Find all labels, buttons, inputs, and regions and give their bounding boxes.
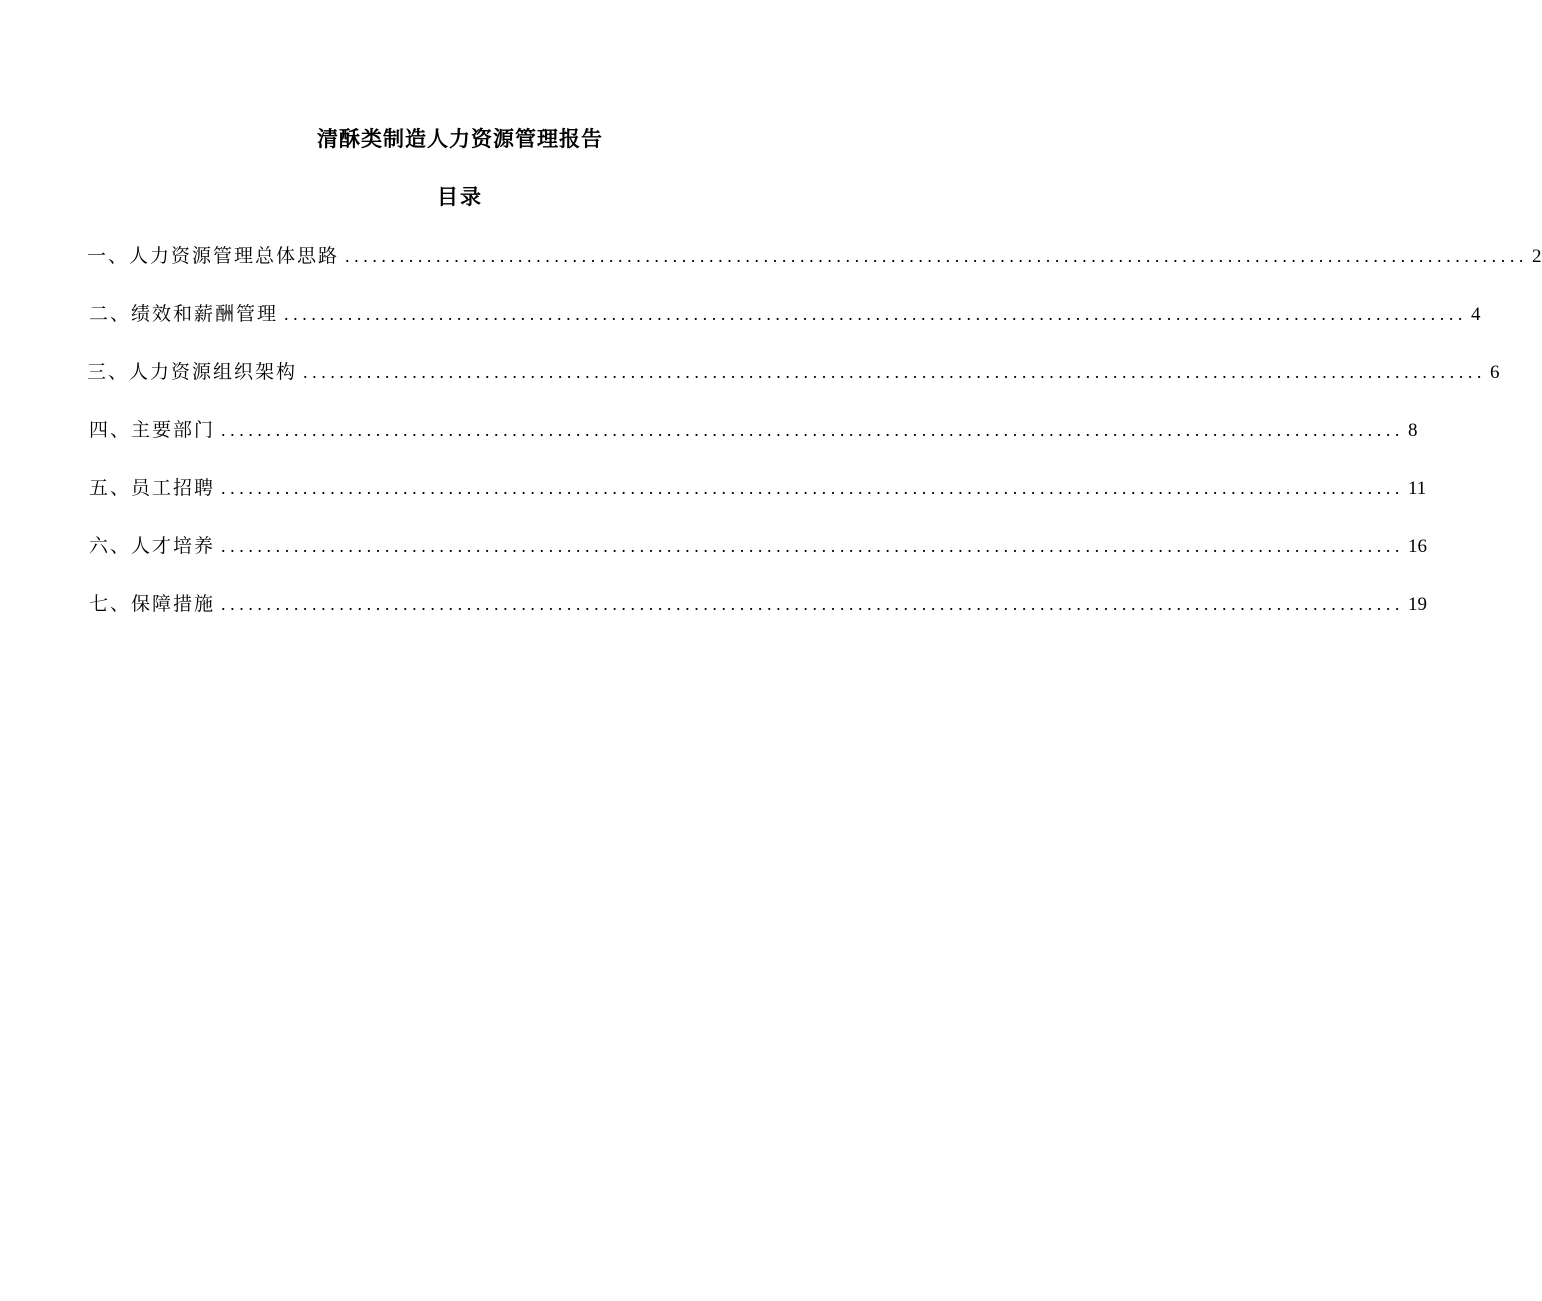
toc-dot-leader: .................................................................................................................................. <box>221 478 1405 498</box>
toc-heading: 目录 <box>437 185 483 209</box>
toc-entry-label: 六、人才培养 <box>89 535 216 557</box>
toc-dot-leader: .................................................................................................................................. <box>221 536 1405 556</box>
toc-dot-leader: .................................................................................................................................. <box>284 304 1468 324</box>
toc-entry-label: 一、人力资源管理总体思路 <box>87 245 340 267</box>
toc-page-number: 8 <box>1408 420 1418 441</box>
toc-entry-org-structure[interactable] <box>87 357 1500 415</box>
toc-entry-label: 二、绩效和薪酬管理 <box>89 303 279 325</box>
toc-dot-leader: .................................................................................................................................. <box>345 246 1529 266</box>
toc-entry-safeguard-measures[interactable] <box>87 589 1428 647</box>
toc-page-number: 11 <box>1408 478 1427 499</box>
toc-entry-talent-development[interactable] <box>87 531 1428 589</box>
toc-dot-leader: .................................................................................................................................. <box>221 420 1405 440</box>
toc-entry-main-departments[interactable] <box>87 415 1418 473</box>
document-title: 清酥类制造人力资源管理报告 <box>317 127 603 151</box>
toc-page-number: 4 <box>1471 304 1481 325</box>
toc-entry-label: 七、保障措施 <box>89 593 216 615</box>
toc-dot-leader: .................................................................................................................................. <box>303 362 1487 382</box>
toc-page-number: 6 <box>1490 362 1500 383</box>
toc-page-number: 2 <box>1532 246 1542 267</box>
toc-entry-label: 四、主要部门 <box>89 419 216 441</box>
toc-dot-leader: .................................................................................................................................. <box>221 594 1405 614</box>
toc-page-number: 19 <box>1408 594 1428 615</box>
toc-entry-label: 三、人力资源组织架构 <box>87 361 298 383</box>
toc-entry-label: 五、员工招聘 <box>89 477 216 499</box>
toc-entry-performance-compensation[interactable] <box>87 299 1481 357</box>
toc-entry-overall-approach[interactable] <box>87 241 1542 299</box>
table-of-contents <box>87 241 1542 647</box>
toc-entry-recruitment[interactable] <box>87 473 1427 531</box>
toc-page-number: 16 <box>1408 536 1428 557</box>
